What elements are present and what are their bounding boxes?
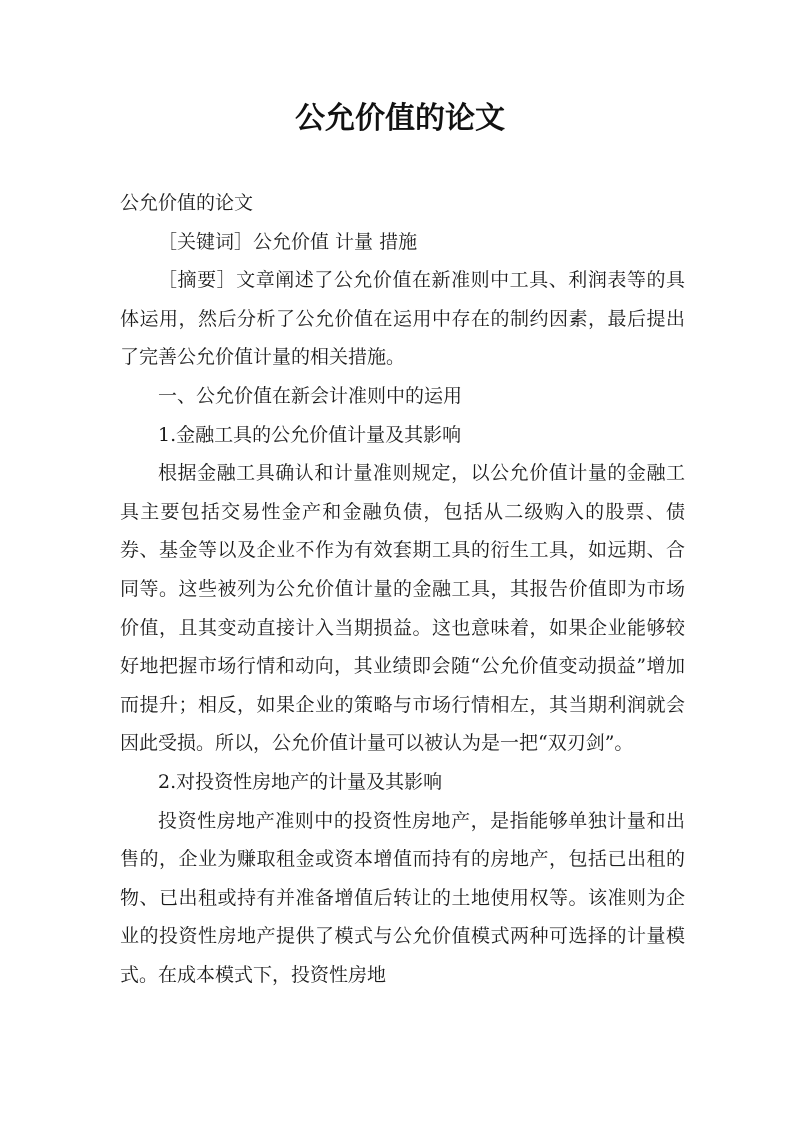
paragraph-financial-instruments: 根据金融工具确认和计量准则规定，以公允价值计量的金融工具主要包括交易性金产和金融负债，包括从二级购入的股票、债券、基金等以及企业不作为有效套期工具的衍生工具，如远期、合同等。这些被列为公允价值计量的金融工具，其报告价值即为市场价值，且其变动直接计入当期损益。这也意味着，如果企业能够较好地把握市场行情和动向，其业绩即会随“公允价值变动损益”增加而提升；相反，如果企业的策略与市场行情相左，其当期利润就会因此受损。所以，公允价值计量可以被认为是一把“双刃剑”。 (120, 462, 685, 755)
paragraph-heading: 公允价值的论文 (120, 192, 254, 214)
document-title: 公允价值的论文 (295, 101, 505, 136)
section-heading-1: 一、公允价值在新会计准则中的运用 (158, 384, 463, 407)
paragraph-keywords: ［关键词］公允价值 计量 措施 (158, 230, 418, 253)
paragraph-abstract: ［摘要］文章阐述了公允价值在新准则中工具、利润表等的具体运用，然后分析了公允价值在运用中存在的制约因素，最后提出了完善公允价值计量的相关措施。 (120, 269, 685, 369)
subsection-heading-1: 1.金融工具的公允价值计量及其影响 (158, 423, 462, 446)
subsection-heading-2: 2.对投资性房地产的计量及其影响 (158, 770, 443, 793)
paragraph-investment-property: 投资性房地产准则中的投资性房地产，是指能够单独计量和出售的，企业为赚取租金或资本增值而持有的房地产，包括已出租的物、已出租或持有并准备增值后转让的土地使用权等。该准则为企业的投资性房地产提供了模式与公允价值模式两种可选择的计量模式。在成本模式下，投资性房地 (120, 809, 685, 986)
document-body (120, 184, 685, 994)
